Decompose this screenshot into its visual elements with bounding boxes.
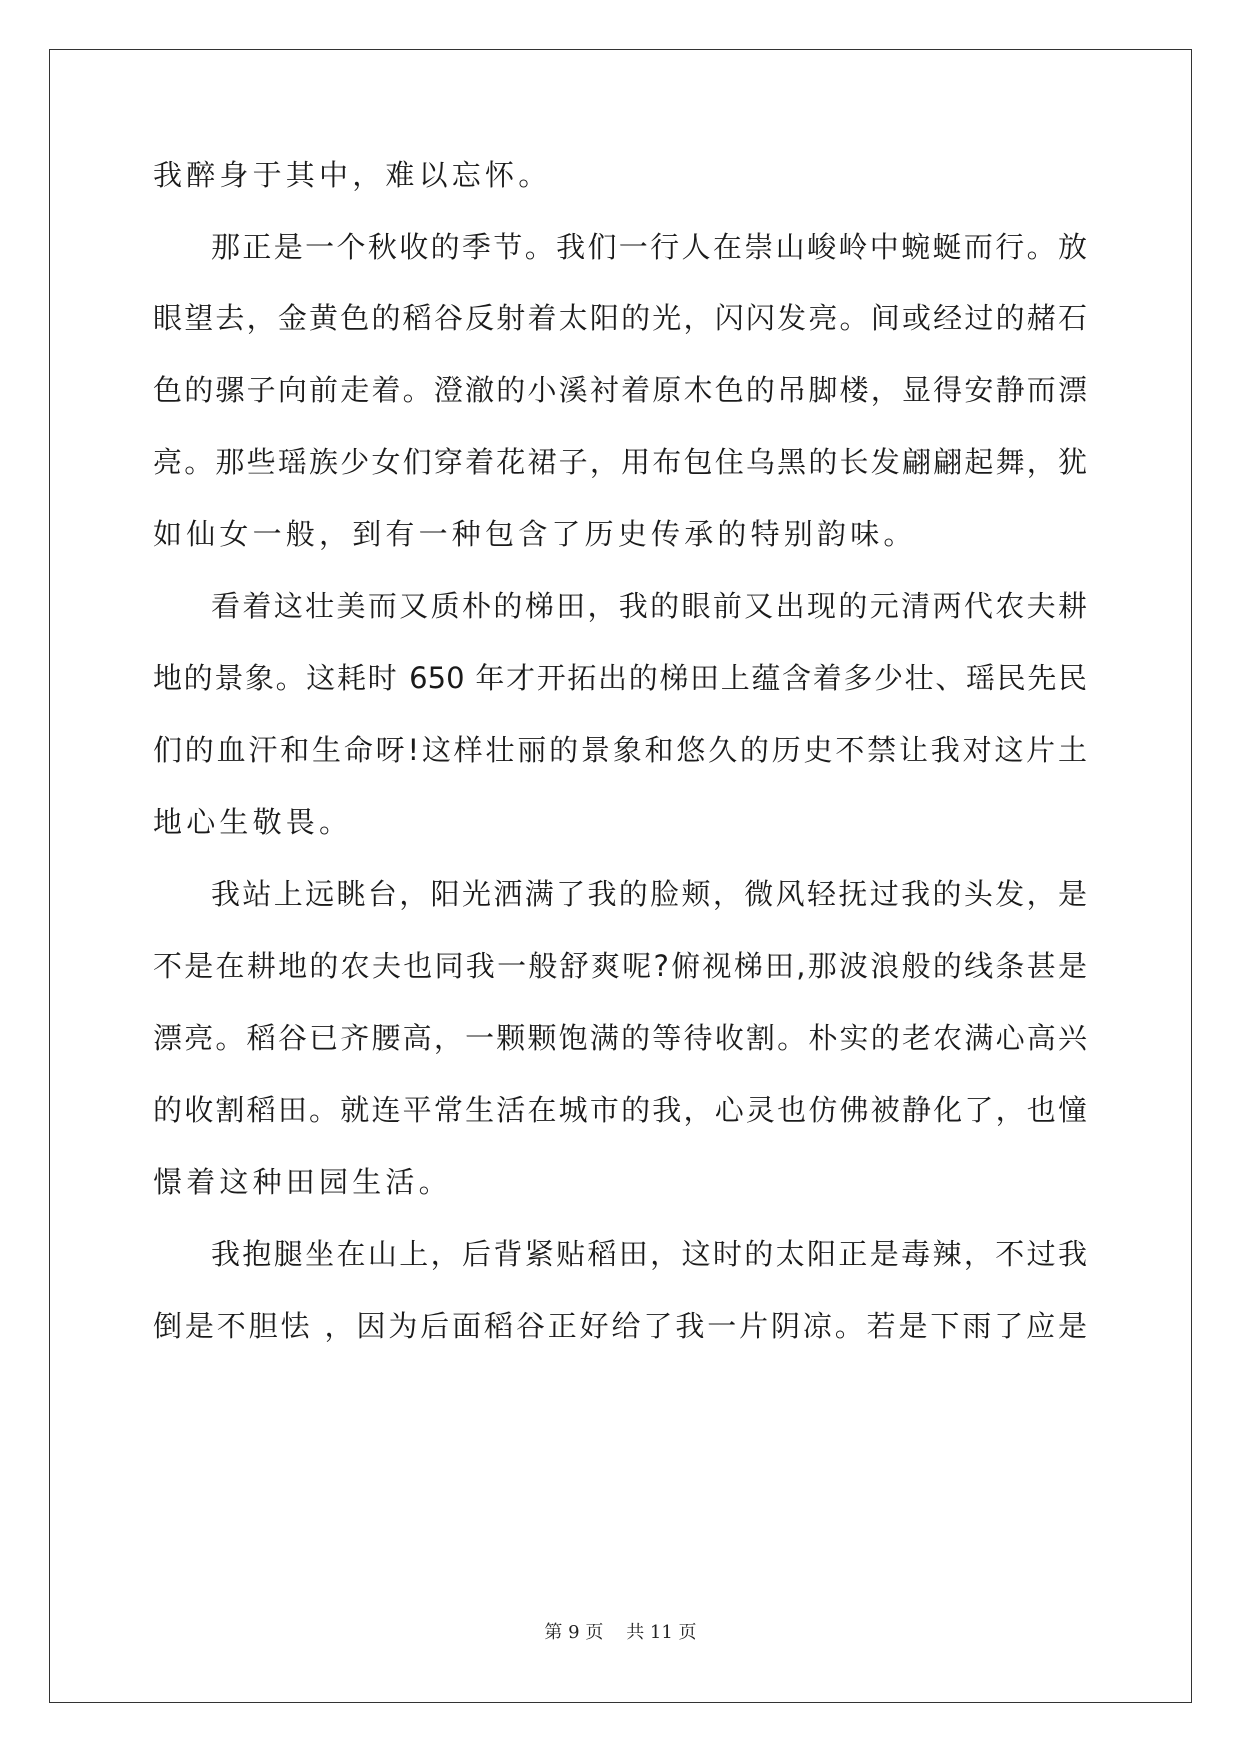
text-line: 的收割稻田。就连平常生活在城市的我，心灵也仿佛被静化了，也憧 [153,1093,1087,1127]
text-line: 地心生敬畏。 [153,805,353,839]
text-line: 眼望去，金黄色的稻谷反射着太阳的光，闪闪发亮。间或经过的赭石 [153,301,1087,335]
text-line: 们的血汗和生命呀!这样壮丽的景象和悠久的历史不禁让我对这片土 [153,733,1087,767]
text-line: 漂亮。稻谷已齐腰高，一颗颗饱满的等待收割。朴实的老农满心高兴 [153,1021,1087,1055]
text-line: 如仙女一般，到有一种包含了历史传承的特别韵味。 [153,517,917,551]
text-line: 我站上远眺台，阳光洒满了我的脸颊，微风轻抚过我的头发，是 [211,877,1087,911]
text-line: 憬着这种田园生活。 [153,1165,452,1199]
page-number-label: 第 9 页 共 11 页 [544,1622,697,1643]
text-line: 色的骡子向前走着。澄澈的小溪衬着原木色的吊脚楼，显得安静而漂 [153,373,1087,407]
text-line: 我抱腿坐在山上，后背紧贴稻田，这时的太阳正是毒辣，不过我 [211,1237,1087,1271]
text-line: 亮。那些瑶族少女们穿着花裙子，用布包住乌黑的长发翩翩起舞，犹 [153,445,1087,479]
text-line: 地的景象。这耗时 650 年才开拓出的梯田上蕴含着多少壮、瑶民先民 [153,661,1087,695]
text-line: 我醉身于其中，难以忘怀。 [153,158,552,192]
page-footer [0,1618,1241,1644]
text-line: 看着这壮美而又质朴的梯田，我的眼前又出现的元清两代农夫耕 [211,589,1087,623]
text-line: 那正是一个秋收的季节。我们一行人在崇山峻岭中蜿蜒而行。放 [211,230,1087,264]
text-line: 倒是不胆怯 ，因为后面稻谷正好给了我一片阴凉。若是下雨了应是 [153,1309,1087,1343]
text-line: 不是在耕地的农夫也同我一般舒爽呢?俯视梯田,那波浪般的线条甚是 [153,949,1087,983]
